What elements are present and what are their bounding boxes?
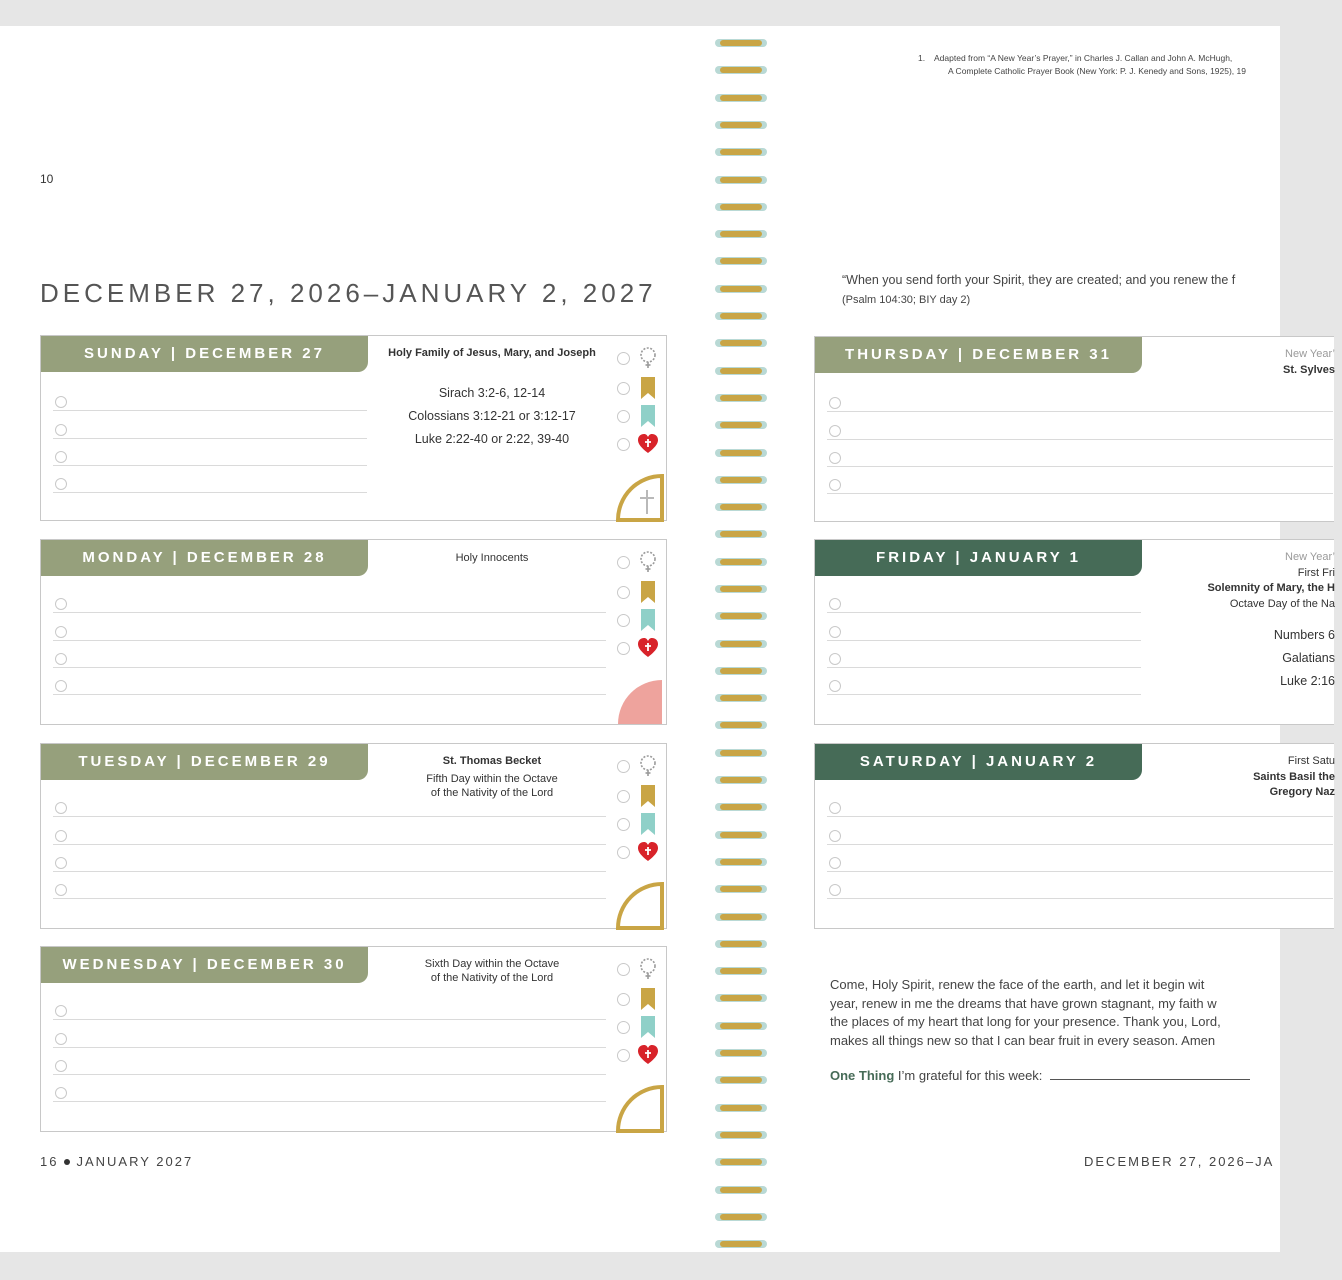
habit-checkbox[interactable] <box>617 963 630 976</box>
task-checkbox[interactable] <box>55 598 67 610</box>
one-thing-label: One Thing <box>830 1068 895 1083</box>
spiral-ring <box>715 884 767 894</box>
liturgical-color-white <box>614 882 666 928</box>
feast-title: Gregory Naz <box>1269 786 1335 798</box>
day-label: SUNDAY | DECEMBER 27 <box>41 336 368 372</box>
gratitude-blank-line[interactable] <box>1050 1070 1250 1080</box>
day-box-monday <box>40 539 667 725</box>
spiral-ring <box>715 720 767 730</box>
spiral-ring <box>715 147 767 157</box>
reading: Luke 2:16 <box>1280 674 1335 688</box>
red-heart-icon <box>637 636 659 660</box>
spiral-ring <box>715 502 767 512</box>
one-thing-text: I’m grateful for this week: <box>897 1068 1043 1083</box>
task-checkbox[interactable] <box>55 626 67 638</box>
feast-text <box>381 957 603 985</box>
spiral-ring <box>715 284 767 294</box>
task-checkbox[interactable] <box>829 397 841 409</box>
spiral-ring <box>715 993 767 1003</box>
one-thing-prompt <box>830 1068 1250 1083</box>
task-checkbox[interactable] <box>55 451 67 463</box>
prayer-text <box>830 976 1290 1050</box>
prayer-line: year, renew in me the dreams that have grown stagnant, my faith w <box>830 995 1217 1011</box>
left-page <box>0 26 712 1252</box>
verse-reference: (Psalm 104:30; BIY day 2) <box>842 294 971 306</box>
task-checkbox[interactable] <box>829 452 841 464</box>
readings <box>1135 624 1335 693</box>
habit-checkbox[interactable] <box>617 1021 630 1034</box>
spiral-ring <box>715 611 767 621</box>
right-page <box>768 26 1335 1252</box>
feast-line: of the Nativity of the Lord <box>430 972 554 984</box>
spiral-ring <box>715 857 767 867</box>
spiral-ring <box>715 366 767 376</box>
day-box-tuesday <box>40 743 667 929</box>
reading: Luke 2:22-40 or 2:22, 39-40 <box>414 432 570 446</box>
habit-checkbox[interactable] <box>617 642 630 655</box>
day-box-thursday <box>814 336 1334 522</box>
feast-line: New Year’ <box>1285 551 1335 563</box>
feast-title: Solemnity of Mary, the H <box>1207 582 1335 594</box>
spiral-ring <box>715 693 767 703</box>
spiral-ring <box>715 229 767 239</box>
task-checkbox[interactable] <box>55 680 67 692</box>
teal-bookmark-icon <box>637 608 659 632</box>
footer-month: JANUARY 2027 <box>76 1154 194 1169</box>
footer-left <box>40 1154 193 1169</box>
spiral-ring <box>715 93 767 103</box>
day-label: TUESDAY | DECEMBER 29 <box>41 744 368 780</box>
feast-text <box>381 346 603 360</box>
habit-checkbox[interactable] <box>617 993 630 1006</box>
rosary-icon <box>637 550 659 574</box>
spiral-ring <box>715 939 767 949</box>
reading: Sirach 3:2-6, 12-14 <box>438 386 546 400</box>
week-title: DECEMBER 27, 2026–JANUARY 2, 2027 <box>40 278 657 308</box>
task-checkbox[interactable] <box>55 830 67 842</box>
day-label: SATURDAY | JANUARY 2 <box>815 744 1142 780</box>
footnote-line: A Complete Catholic Prayer Book (New York: P. J. Kenedy and Sons, 1925), 19 <box>948 66 1246 76</box>
gold-bookmark-icon <box>637 580 659 604</box>
teal-bookmark-icon <box>637 812 659 836</box>
red-heart-icon <box>637 1043 659 1067</box>
spiral-ring <box>715 584 767 594</box>
spiral-ring <box>715 1130 767 1140</box>
spiral-ring <box>715 1075 767 1085</box>
spiral-ring <box>715 1239 767 1249</box>
spiral-ring <box>715 748 767 758</box>
spiral-ring <box>715 802 767 812</box>
spiral-ring <box>715 639 767 649</box>
task-checkbox[interactable] <box>829 680 841 692</box>
spiral-ring <box>715 1048 767 1058</box>
feast-text <box>381 754 603 800</box>
feast-line: First Satu <box>1287 755 1335 767</box>
footer-right: DECEMBER 27, 2026–JA <box>1084 1154 1275 1169</box>
footnote-number: 1. <box>918 53 926 63</box>
day-label: FRIDAY | JANUARY 1 <box>815 540 1142 576</box>
task-checkbox[interactable] <box>829 425 841 437</box>
feast-title: Saints Basil the <box>1253 770 1335 783</box>
spiral-ring <box>715 1021 767 1031</box>
gold-bookmark-icon <box>637 987 659 1011</box>
spiral-ring <box>715 256 767 266</box>
task-checkbox[interactable] <box>829 626 841 638</box>
spiral-ring <box>715 529 767 539</box>
task-checkbox[interactable] <box>55 396 67 408</box>
prayer-line: makes all things new so that I can bear fruit in every season. Amen <box>830 1032 1216 1048</box>
habit-checkbox[interactable] <box>617 790 630 803</box>
day-label: WEDNESDAY | DECEMBER 30 <box>41 947 368 983</box>
liturgical-color-white <box>614 1085 666 1131</box>
footer-page-number: 16 <box>40 1154 59 1169</box>
day-box-sunday <box>40 335 667 521</box>
habit-checkbox[interactable] <box>617 438 630 451</box>
task-checkbox[interactable] <box>55 802 67 814</box>
task-checkbox[interactable] <box>829 830 841 842</box>
task-checkbox[interactable] <box>55 653 67 665</box>
red-heart-icon <box>637 840 659 864</box>
day-label: MONDAY | DECEMBER 28 <box>41 540 368 576</box>
feast-line: New Year’ <box>1285 348 1335 360</box>
day-box-saturday <box>814 743 1334 929</box>
task-checkbox[interactable] <box>55 1005 67 1017</box>
verse-text: “When you send forth your Spirit, they are created; and you renew the f <box>842 273 1236 287</box>
habit-checkbox[interactable] <box>617 818 630 831</box>
feast-title: St. Sylves <box>1283 363 1335 376</box>
reading: Numbers 6 <box>1273 628 1335 642</box>
liturgical-color-white-cross <box>614 474 666 520</box>
spiral-ring <box>715 1185 767 1195</box>
spiral-ring <box>715 393 767 403</box>
spiral-ring <box>715 420 767 430</box>
spiral-ring <box>715 120 767 130</box>
spiral-ring <box>715 1157 767 1167</box>
task-checkbox[interactable] <box>829 802 841 814</box>
habit-checkbox[interactable] <box>617 1049 630 1062</box>
task-checkbox[interactable] <box>55 478 67 490</box>
reading: Colossians 3:12-21 or 3:12-17 <box>408 409 576 423</box>
rosary-icon <box>637 754 659 778</box>
habit-checkbox[interactable] <box>617 556 630 569</box>
feast-line: of the Nativity of the Lord <box>430 787 554 799</box>
day-box-wednesday <box>40 946 667 1132</box>
spiral-ring <box>715 448 767 458</box>
spiral-ring <box>715 38 767 48</box>
task-checkbox[interactable] <box>829 598 841 610</box>
rosary-icon <box>637 346 659 370</box>
spiral-ring <box>715 666 767 676</box>
feast-line: Sixth Day within the Octave <box>424 958 560 970</box>
habit-checkbox[interactable] <box>617 410 630 423</box>
liturgical-color-red <box>614 678 666 724</box>
spiral-ring <box>715 1103 767 1113</box>
habit-checkbox[interactable] <box>617 846 630 859</box>
feast-title: Holy Family of Jesus, Mary, and Joseph <box>388 347 596 359</box>
rosary-icon <box>637 957 659 981</box>
day-box-friday <box>814 539 1334 725</box>
feast-title: St. Thomas Becket <box>442 755 542 767</box>
prayer-line: the places of my heart that long for your presence. Thank you, Lord, <box>830 1014 1221 1029</box>
habit-checkbox[interactable] <box>617 586 630 599</box>
task-checkbox[interactable] <box>829 479 841 491</box>
task-checkbox[interactable] <box>55 857 67 869</box>
spiral-ring <box>715 311 767 321</box>
spiral-ring <box>715 338 767 348</box>
red-heart-icon <box>637 432 659 456</box>
spiral-ring <box>715 557 767 567</box>
gold-bookmark-icon <box>637 376 659 400</box>
bullet-dot <box>64 1159 70 1165</box>
spiral-ring <box>715 65 767 75</box>
scripture-verse <box>842 270 1342 310</box>
spiral-binding <box>712 26 768 1252</box>
teal-bookmark-icon <box>637 1015 659 1039</box>
spiral-ring <box>715 175 767 185</box>
spiral-ring <box>715 912 767 922</box>
footnote-line: Adapted from “A New Year’s Prayer,” in Charles J. Callan and John A. McHugh, <box>934 53 1233 63</box>
task-checkbox[interactable] <box>829 884 841 896</box>
prayer-line: Come, Holy Spirit, renew the face of the earth, and let it begin wit <box>830 977 1205 992</box>
feast-line: Octave Day of the Na <box>1229 597 1335 610</box>
spiral-ring <box>715 202 767 212</box>
habit-checkbox[interactable] <box>617 352 630 365</box>
feast-line: First Fri <box>1297 566 1335 579</box>
task-checkbox[interactable] <box>55 1087 67 1099</box>
teal-bookmark-icon <box>637 404 659 428</box>
gold-bookmark-icon <box>637 784 659 808</box>
feast-text <box>381 551 603 565</box>
task-checkbox[interactable] <box>829 653 841 665</box>
reading: Galatians <box>1282 651 1335 665</box>
spiral-ring <box>715 775 767 785</box>
spiral-ring <box>715 1212 767 1222</box>
task-checkbox[interactable] <box>829 857 841 869</box>
habit-checkbox[interactable] <box>617 614 630 627</box>
feast-line: Fifth Day within the Octave <box>426 773 558 785</box>
spiral-ring <box>715 475 767 485</box>
readings <box>381 382 603 451</box>
habit-checkbox[interactable] <box>617 382 630 395</box>
task-checkbox[interactable] <box>55 1033 67 1045</box>
small-page-number: 10 <box>40 172 54 186</box>
task-checkbox[interactable] <box>55 884 67 896</box>
feast-text <box>1135 347 1335 378</box>
day-label: THURSDAY | DECEMBER 31 <box>815 337 1142 373</box>
feast-text <box>1135 550 1335 612</box>
feast-line: Holy Innocents <box>455 552 529 564</box>
spiral-ring <box>715 966 767 976</box>
habit-checkbox[interactable] <box>617 760 630 773</box>
spiral-ring <box>715 830 767 840</box>
task-checkbox[interactable] <box>55 424 67 436</box>
feast-text <box>1135 754 1335 801</box>
task-checkbox[interactable] <box>55 1060 67 1072</box>
